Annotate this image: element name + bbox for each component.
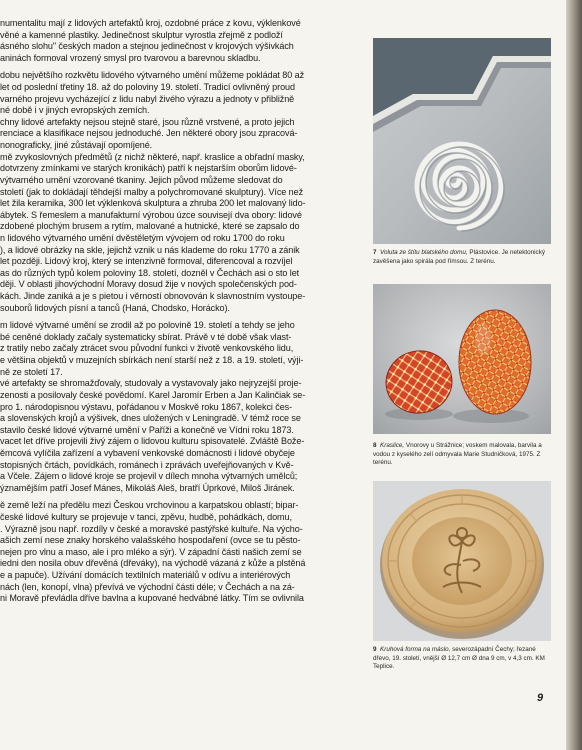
- painted-eggs-icon: [373, 284, 551, 434]
- text-line: renciace a klasifikace nejsou jednoduché. Jen některé obory jsou zpracová-: [0, 128, 298, 139]
- figure-7-number: 7: [373, 249, 377, 256]
- text-line: stopisných črtách, povídkách, románech i zprávách uveřejňovaných v Kvě-: [0, 459, 294, 470]
- text-line: ni Moravě převládla dříve bavlna a kupované hedvábné látky. Tím se ovlivnila: [0, 593, 304, 604]
- text-line: iedni den nosila obuv dřevěná (dřeváky), na východě vázaná z kůže a plstěná: [0, 558, 306, 569]
- spiral-volute-icon: [373, 38, 551, 244]
- text-line: nonograficky, jiné zůstávají opomíjené.: [0, 140, 153, 151]
- text-line: m lidové výtvarné umění se zrodil až po polovině 19. století a tehdy se jeho: [0, 320, 295, 331]
- figure-9-caption: [373, 646, 550, 672]
- body-text-column: [0, 18, 357, 605]
- figure-8-number: 8: [373, 442, 377, 449]
- paragraph-1: [0, 18, 357, 64]
- paragraph-2: [0, 70, 357, 314]
- paragraph-3: [0, 320, 357, 494]
- text-line: výtvarného umění vzorované tkaniny. Jejich původ můžeme sledovat do: [0, 174, 283, 185]
- text-line: bé ceněné doklady začaly systematicky sbírat. Právě v té době však vlast-: [0, 331, 292, 342]
- text-line: as do různých typů kolem poloviny 18. století, dozněl v Čechách asi o sto let: [0, 267, 300, 278]
- text-line: a Včele. Zájem o lidové kroje se projevil v dílech mnoha výtvarných umělců;: [0, 471, 298, 482]
- text-line: ýznamějším patří Josef Mánes, Mikoláš Aleš, bratří Úprkové, Miloš Jiránek.: [0, 482, 295, 493]
- figure-8-description: Vnorovy u Strážnice; voskem malovala, barvila a vodou z kyselého zelí odmyvala Marie Studničková, 1975. Z terénu.: [373, 442, 542, 467]
- figure-7-title: Voluta ze štítu blatského domu,: [380, 249, 468, 256]
- text-line: ději. V oblasti jihovýchodní Moravy dosud žije v nových společenských pod-: [0, 279, 297, 290]
- figure-9-description: severozápadní Čechy; řezané dřevo, 19. století, vnější Ø 12,7 cm Ø dna 9 cm, v 4,3 cm. KM Teplice.: [373, 646, 545, 671]
- text-line: varného projevu vycházející z lidu nabyl živého výrazu a jednoty v přibližně: [0, 93, 295, 104]
- text-line: ásného slohu" českých madon a stejnou jedinečnost v krojových výšivkách: [0, 41, 294, 52]
- text-line: e většina objektů v muzejních sbírkách není starší než z 18. a 19. století, výji-: [0, 355, 304, 366]
- text-line: ), a lidové obrázky na skle, jejichž vznik u nás klademe do roku 1770 a zánik: [0, 244, 300, 255]
- text-line: e a papuče). Užívání domácích textilních materiálů v odívu a interiérových: [0, 570, 291, 581]
- text-line: souborů lidových písní a tanců (Haná, Chodsko, Horácko).: [0, 302, 230, 313]
- figure-9-photo: [373, 481, 551, 641]
- text-line: numentalitu mají z lidových artefaktů kroj, ozdobné práce z kovu, výklenkové: [0, 18, 301, 28]
- text-line: vé artefakty se shromažďovaly, studovaly a vystavovaly jako nejryzejší proje-: [0, 378, 302, 389]
- figure-9-number: 9: [373, 646, 377, 653]
- text-line: . Výrazně jsou např. rozdíly v české a moravské pastýřské kultuře. Na výcho-: [0, 523, 303, 534]
- text-line: ábytek. S řemeslem a manufakturní výrobou úzce souvisejí dva obory: lidové: [0, 209, 302, 220]
- text-line: let žila keramika, 300 let výklenková skulptura a zhruba 200 let malovaný lido-: [0, 198, 306, 209]
- figure-9-title: Kruhová forma na máslo,: [380, 646, 451, 653]
- butter-mould-icon: [373, 481, 551, 641]
- figure-7-description: Plástovice. Je netektonický zavěšena jako spirála pod římsou. Z terénu.: [373, 249, 545, 265]
- text-line: pro 1. národopisnou výstavu, pořádanou v Moskvě roku 1867, kolekci čes-: [0, 401, 293, 412]
- text-line: mě zvykoslovných předmětů (z nichž některé, např. kraslice a obřadní masky,: [0, 151, 305, 162]
- text-line: nách (len, konopí, vlna) převívá ve východní části déle; v Čechách a na zá-: [0, 581, 295, 592]
- figure-7-caption: [373, 249, 550, 266]
- text-line: zenosti a posilovaly české povědomí. Karel Jaromír Erben a Jan Kalinčiak se-: [0, 389, 306, 400]
- text-line: nejen pro vlnu a maso, ale i pro mléko a sýr). V západní části našich zemí se: [0, 546, 302, 557]
- text-line: věné a kamenné plastiky. Jedinečnost skulptur vyrostla zřejmě z podloží: [0, 29, 283, 40]
- book-binding-shadow: [566, 0, 582, 750]
- text-line: ě země leží na předělu mezi Českou vrchovinou a karpatskou oblastí; bipar-: [0, 500, 299, 511]
- text-line: dotvrzeny zmínkami ve starých kronikách) patří k nejstarším oborům lidové-: [0, 163, 297, 174]
- text-line: a slovenských krojů a výšivek, dnes uložených v Leningradě. V témž roce se: [0, 413, 301, 424]
- text-line: vacet let dříve projevili živý zájem o lidovou kulturu spisovatelé. Zvláště Bože-: [0, 436, 305, 447]
- text-line: století (jak to dokládají těhdejší malby a polychromované skulptury). Více než: [0, 186, 304, 197]
- figure-8-caption: [373, 442, 550, 468]
- figure-7-photo: [373, 38, 551, 244]
- figure-8-photo: [373, 284, 551, 434]
- text-line: let později. Lidový kroj, který se intenzivně formoval, diferencoval a rozvíjel: [0, 256, 293, 267]
- text-line: chny lidové artefakty nejsou stejně staré, jsou různě vrstvené, a proto jejich: [0, 116, 295, 127]
- text-line: dobu největšího rozkvětu lidového výtvarného umění můžeme pokládat 80 až: [0, 70, 305, 81]
- text-line: aninách formoval vrozený smysl pro tvarovou a barevnou skladbu.: [0, 52, 261, 63]
- text-line: n lidového výtvarného umění dvěstěletým vývojem od roku 1700 do roku: [0, 232, 285, 243]
- text-line: let od poslední třetiny 18. až do poloviny 19. století. Tradicí ovlivněný proud: [0, 82, 295, 93]
- text-line: zdobené plochým brusem a rytím, malované a hutnické, které se zapsalo do: [0, 221, 300, 232]
- figure-8-title: Kraslice,: [380, 442, 405, 449]
- paragraph-4: [0, 500, 357, 604]
- text-line: kách. Jinde zaniká a je s pietou i věrností obnovován k slavnostním vystoupe-: [0, 291, 306, 302]
- text-line: české lidové kultury se projevuje v tanci, zpěvu, hudbě, pohádkách, domu,: [0, 511, 292, 522]
- text-line: ěmcová vylíčila zařízení a vybavení venkovské domácnosti i lidové obyčeje: [0, 447, 295, 458]
- text-line: z tratily nebo začaly ztrácet svou původní funkci v životě venkovského lidu,: [0, 343, 294, 354]
- text-line: stavilo české lidové výtvarné umění v Paříži a konečně ve Vídni roku 1873.: [0, 424, 294, 435]
- page-number: 9: [537, 692, 544, 704]
- text-line: né době i v jiných evropských zemích.: [0, 105, 150, 116]
- text-line: ašich zemí nese znaky horského valašského hospodaření (ovce se tu pěsto-: [0, 535, 301, 546]
- text-line: ně ze století 17.: [0, 366, 63, 377]
